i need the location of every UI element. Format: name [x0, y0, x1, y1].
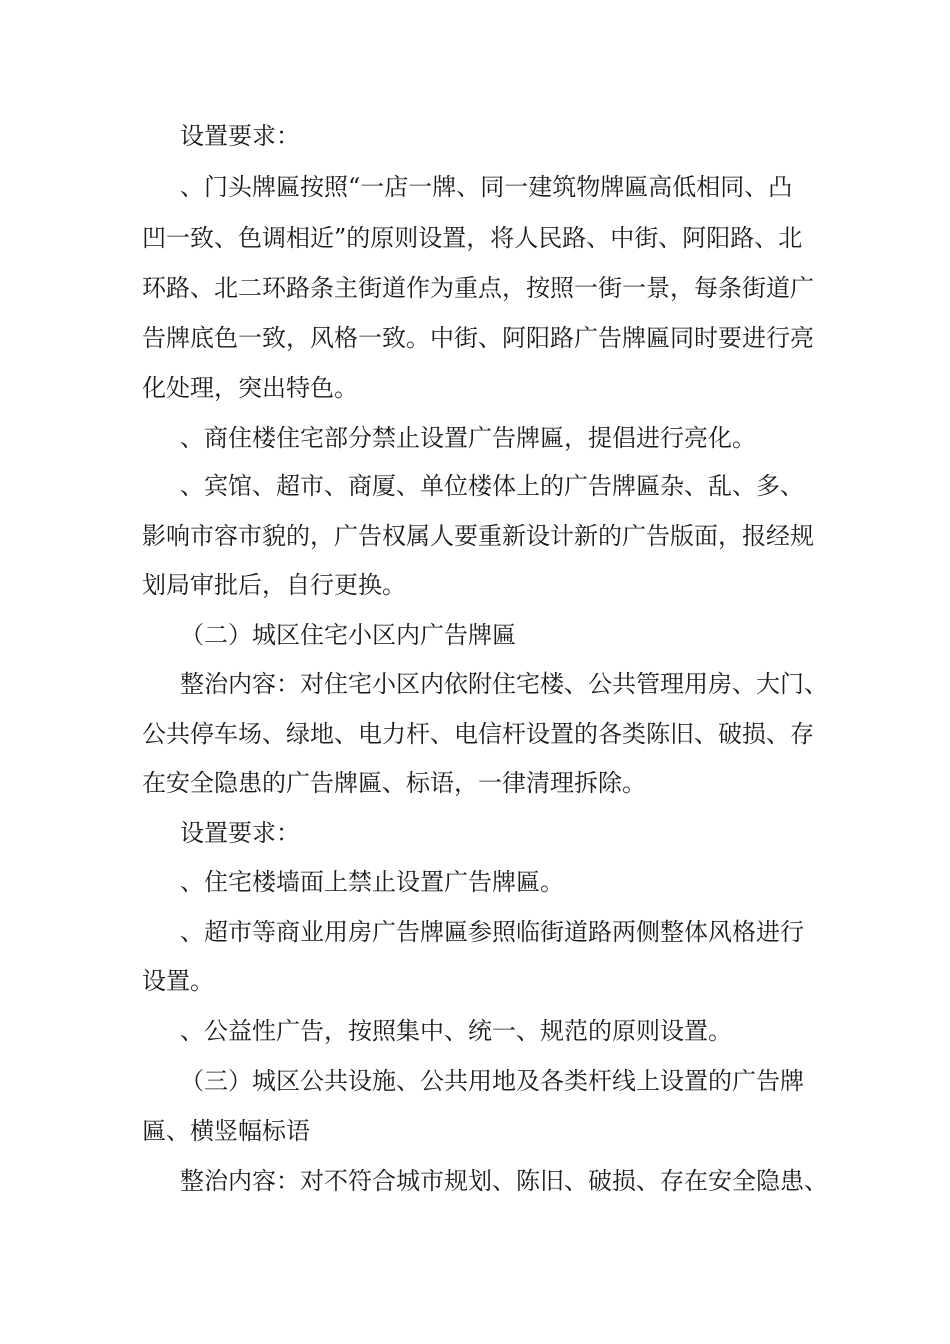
text-line-14: 在安全隐患的广告牌匾、标语，一律清理拆除。 — [142, 769, 646, 797]
text-line-17: 、超市等商业用房广告牌匾参照临街道路两侧整体风格进行 — [180, 918, 804, 946]
text-line-12: 整治内容：对住宅小区内依附住宅楼、公共管理用房、大门、 — [180, 670, 828, 698]
text-line-2: 、门头牌匾按照“一店一牌、同一建筑物牌匾高低相同、凸 — [180, 173, 793, 201]
text-line-19: 、公益性广告，按照集中、统一、规范的原则设置。 — [180, 1017, 732, 1045]
text-line-13: 公共停车场、绿地、电力杆、电信杆设置的各类陈旧、破损、存 — [142, 720, 814, 748]
text-line-15: 设置要求： — [180, 819, 300, 847]
text-line-3: 凹一致、色调相近”的原则设置，将人民路、中街、阿阳路、北 — [142, 224, 803, 252]
text-line-7: 、商住楼住宅部分禁止设置广告牌匾，提倡进行亮化。 — [180, 424, 756, 452]
text-line-5: 告牌底色一致，风格一致。中街、阿阳路广告牌匾同时要进行亮 — [142, 324, 814, 352]
text-line-1: 设置要求： — [180, 122, 300, 150]
section-heading-3: （三）城区公共设施、公共用地及各类杆线上设置的广告牌 — [180, 1067, 804, 1095]
text-line-10: 划局审批后，自行更换。 — [142, 571, 406, 599]
section-heading-2: （二）城区住宅小区内广告牌匾 — [180, 621, 516, 649]
text-line-9: 影响市容市貌的，广告权属人要重新设计新的广告版面，报经规 — [142, 522, 814, 550]
text-line-16: 、住宅楼墙面上禁止设置广告牌匾。 — [180, 868, 564, 896]
text-line-22: 整治内容：对不符合城市规划、陈旧、破损、存在安全隐患、 — [180, 1167, 828, 1195]
text-line-21: 匾、横竖幅标语 — [142, 1117, 310, 1145]
text-line-4: 环路、北二环路条主街道作为重点，按照一街一景，每条街道广 — [142, 274, 814, 302]
text-line-6: 化处理，突出特色。 — [142, 374, 358, 402]
text-line-18: 设置。 — [142, 967, 214, 995]
text-line-8: 、宾馆、超市、商厦、单位楼体上的广告牌匾杂、乱、多、 — [180, 472, 804, 500]
